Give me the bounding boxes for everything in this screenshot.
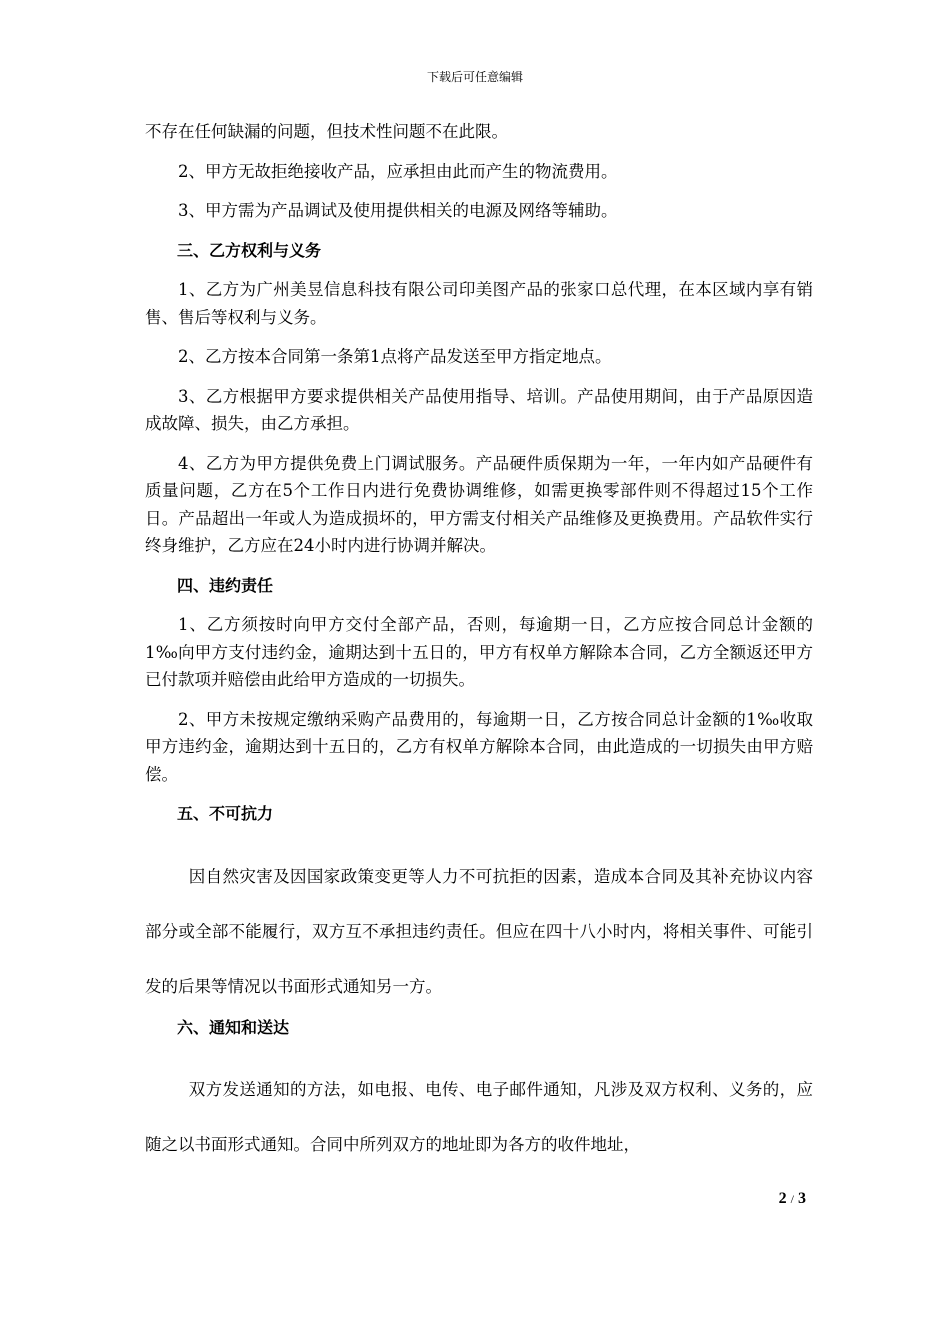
paragraph: 2、甲方无故拒绝接收产品，应承担由此而产生的物流费用。: [178, 161, 618, 181]
current-page: 2: [778, 1190, 787, 1207]
total-pages: 3: [798, 1190, 806, 1207]
paragraph: 不存在任何缺漏的问题，但技术性问题不在此限。: [145, 122, 508, 141]
paragraph: 双方发送通知的方法，如电报、电传、电子邮件通知，凡涉及双方权利、义务的，应随之以书面形式通知。合同中所列双方的地址即为各方的收件地址，: [145, 1080, 813, 1154]
section-heading-6: 六、通知和送达: [177, 1017, 290, 1037]
page-separator: /: [790, 1192, 794, 1206]
paragraph: 2、甲方未按规定缴纳采购产品费用的，每逾期一日，乙方按合同总计金额的1‰收取甲方违约金，逾期达到十五日的，乙方有权单方解除本合同，由此造成的一切损失由甲方赔偿。: [145, 709, 813, 784]
page-header: 下载后可任意编辑: [426, 70, 523, 84]
paragraph: 1、乙方为广州美昱信息科技有限公司印美图产品的张家口总代理，在本区域内享有销售、售后等权利与义务。: [145, 280, 813, 327]
paragraph: 2、乙方按本合同第一条第1点将产品发送至甲方指定地点。: [178, 347, 612, 366]
section-heading-4: 四、违约责任: [177, 575, 274, 595]
paragraph: 3、乙方根据甲方要求提供相关产品使用指导、培训。产品使用期间，由于产品原因造成故障、损失，由乙方承担。: [145, 386, 813, 433]
paragraph: 1、乙方须按时向甲方交付全部产品，否则，每逾期一日，乙方应按合同总计金额的1‰向甲方支付违约金，逾期达到十五日的，甲方有权单方解除本合同，乙方全额返还甲方已付款项并赔偿由此给甲方造成的一切损失。: [145, 615, 813, 689]
paragraph: 3、甲方需为产品调试及使用提供相关的电源及网络等辅助。: [178, 201, 618, 220]
page-number: [779, 1190, 806, 1208]
paragraph: 4、乙方为甲方提供免费上门调试服务。产品硬件质保期为一年，一年内如产品硬件有质量问题，乙方在5个工作日内进行免费协调维修，如需更换零部件则不得超过15个工作日。产品超出一年或人为造成损坏的，甲方需支付相关产品维修及更换费用。产品软件实行终身维护，乙方应在24小时内进行协调并解决。: [145, 453, 813, 555]
section-heading-3: 三、乙方权利与义务: [177, 240, 322, 260]
document-body: [145, 118, 813, 1172]
section-heading-5: 五、不可抗力: [177, 804, 274, 823]
paragraph: 因自然灾害及因国家政策变更等人力不可抗拒的因素，造成本合同及其补充协议内容部分或全部不能履行，双方互不承担违约责任。但应在四十八小时内，将相关事件、可能引发的后果等情况以书面形式通知另一方。: [145, 866, 813, 996]
